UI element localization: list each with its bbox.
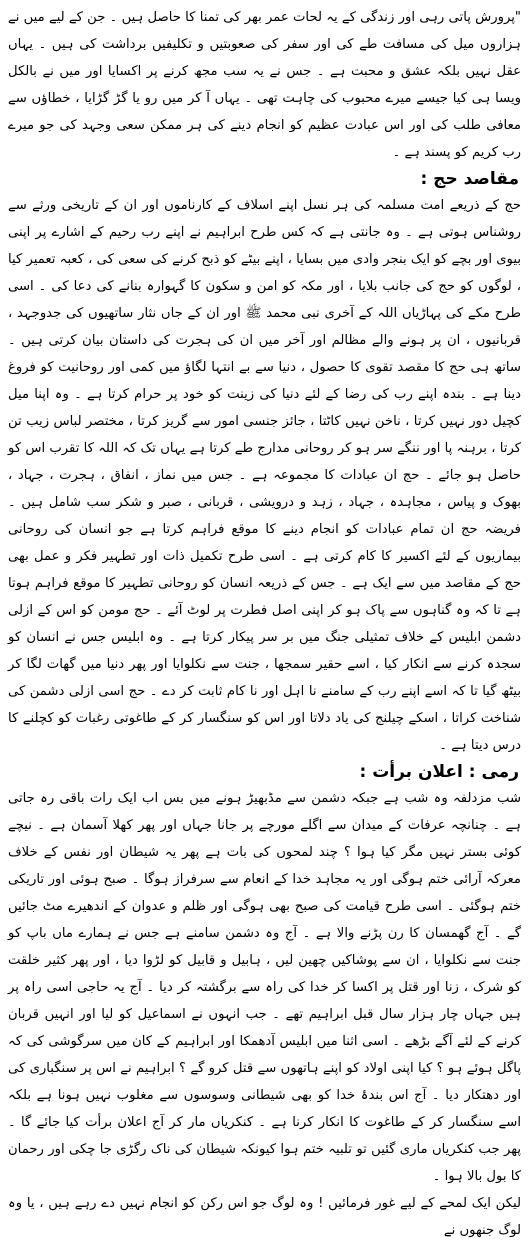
- rami-paragraph: شب مزدلفہ وہ شب ہے جبکہ دشمن سے مڈبھیڑ ہونے میں بس اب ایک رات باقی رہ جاتی ہے ۔ چنانچہ عرفات کے میدان سے اگلے مورچے پر جانا جہاں اور پھر کھلا آسمان ہے ۔ نیچے کوئی بستر نہیں مگر کیا ہوا ؟ چند لمحوں کی بات ہے پھر یہ شیطان اور نفس کے خلاف معرکہ آرائی ختم ہوگی اور یہ مجاہد خدا کے انعام سے سرفراز ہوگا ۔ صبح ہوئی اور تاریکی ختم ہوگئی ۔ اسی طرح قیامت کی صبح بھی ہوگی اور ظلم و عدوان کے اندھیرے مٹ جائیں گے ۔ آج گھمسان کا رن پڑنے والا ہے ۔ آج وہ دشمن سامنے ہے جس نے ہمارے ماں باپ کو جنت سے نکلوایا ، ان سے پوشاکیں چھین لیں ، ہابیل و قابیل کو لڑوا دیا ، اور پھر کثیر خلقت کو شرک ، زنا اور قتل پر اکسا کر خدا کی راہ سے برگشتہ کر دیا ۔ آج یہ حاجی اسی راہ پر ہیں جہاں چار ہزار سال قبل ابراہیم تھے ۔ جب انہوں نے اسماعیل کو لیا اور انہیں قربان کرنے کے لئے آگے بڑھے ۔ اسی اثنا میں ابلیس آدھمکا اور ابراہیم کے کان میں سرگوشی کی کہ پاگل ہوئے ہو ؟ کیا اپنی اولاد کو اپنے ہاتھوں سے قتل کرو گے ؟ ابراہیم نے اس پر سنگباری کی اور دھتکار دیا ۔ آج اس بندۂ خدا کو بھی شیطانی وسوسوں سے مغلوب نہیں ہونا ہے بلکہ اسے سنگسار کر کے طاغوت کا انکار کرنا ہے ۔ کنکریاں مار کر آج اعلان برأت کیا جائے گا ۔ پھر جب کنکریاں ماری گئیں تو تلبیہ ختم ہوا کیونکہ شیطان کی ناک رگڑی جا چکی اور رحمان کا بول بالا ہوا ۔: [8, 791, 521, 1184]
- section-heading-rami: رمی : اعلان برأت :: [359, 762, 519, 782]
- hajj-objectives-paragraph: حج کے ذریعے امت مسلمہ کی ہر نسل اپنے اسلاف کے کارناموں اور ان کے تاریخی ورثے سے روشناس ہوتی ہے ۔ وہ جانتی ہے کہ کس طرح ابراہیم نے اپنے رب رحیم کے اشارے پر اپنی بیوی اور بچے کو ایک بنجر وادی میں بسایا ، اپنے بیٹے کو ذبح کرنے کی سعی کی ، کعبہ تعمیر کیا ، لوگوں کو حج کی جانب بلایا ، اور مکہ کو امن و سکون کا گہوارہ بنانے کی دعا کی ۔ اسی طرح مکے کی پہاڑیاں اللہ کے آخری نبی محمد ﷺ اور ان کے جاں نثار ساتھیوں کی جدوجہد ، قربانیوں ، ان پر ہونے والے مظالم اور آخر میں ان کی ہجرت کی داستان بیان کرتی ہیں ۔ ساتھ ہی حج کا مقصد تقوی کا حصول ، دنیا سے بے انتہا لگاؤ میں کمی اور روحانیت کو فروغ دینا ہے ۔ بندہ اپنے رب کی رضا کے لئے دنیا کی زینت کو خود پر حرام کرتا ہے ۔ وہ اپنا میل کچیل دور نہیں کرتا ، ناخن نہیں کاٹتا ، جائز جنسی امور سے گریز کرتا ، مختصر لباس زیب تن کرتا ، برہنہ پا اور ننگے سر ہو کر روحانی مدارج طے کرتا ہے یہاں تک کہ اللہ کا تقرب اس کو حاصل ہو جائے ۔ حج ان عبادات کا مجموعہ ہے ۔ جس میں نماز ، انفاق ، ہجرت ، جہاد ، بھوک و پیاس ، مجاہدہ ، جہاد ، زہد و درویشی ، قربانی ، صبر و شکر سب شامل ہیں ۔ فریضہ حج ان تمام عبادات کو انجام دینے کا موقع فراہم کرتا ہے جو انسان کی روحانی بیماریوں کے لئے اکسیر کا کام کرتی ہے ۔ اسی طرح تکمیل ذات اور تطہیر فکر و عمل بھی حج کے مقاصد میں سے ایک ہے ۔ جس کے ذریعہ انسان کو روحانی تطہیر کا موقع فراہم ہوتا ہے تا کہ وہ گناہوں سے پاک ہو کر اپنی اصل فطرت پر لوٹ آئے ۔ حج مومن کو اس کے ازلی دشمن ابلیس کے خلاف تمثیلی جنگ میں بر سر پیکار کرتا ہے ۔ وہ ابلیس جس نے انسان کو سجدہ کرنے سے انکار کیا ، اسے حقیر سمجھا ، جنت سے نکلوایا اور پھر دنیا میں گھات لگا کر بیٹھ گیا تا کہ اسے اپنے رب کے سامنے نا اہل اور نا کام ثابت کر دے ۔ حج اسی ازلی دشمن کی شناخت کراتا ، اسکے چیلنج کی یاد دلاتا اور اس کو سنگسار کر کے طاغوتی رغبات کو کچلنے کا درس دیتا ہے ۔: [8, 198, 521, 753]
- closing-paragraph: لیکن ایک لمحے کے لیے غور فرمائیں ! وہ لوگ جو اس رکن کو انجام نہیں دے رہے ہیں ، یا وہ لوگ جنھوں نے: [8, 1196, 521, 1238]
- section-heading-hajj-objectives: مقاصد حج :: [420, 169, 519, 189]
- intro-paragraph: "پرورش پاتی رہی اور زندگی کے یہ لحات عمر بھر کی تمنا کا حاصل ہیں ۔ جن کے لیے میں نے ہزاروں میل کی مسافت طے کی اور سفر کی صعوبتیں و تکلیفیں برداشت کی ہیں ۔ یہاں عقل نہیں بلکہ عشق و محبت ہے ۔ جس نے یہ سب مجھ کرنے پر اکسایا اور میں نے بالکل ویسا ہی کیا جیسے میرے محبوب کی چاہت تھی ۔ یہاں آ کر میں رو یا گڑ گڑایا ، خطاؤں سے معافی طلب کی اور اس عبادت عظیم کو انجام دینے کی ہر ممکن سعی وجہد کی جو میرے رب کریم کو پسند ہے ۔: [8, 10, 521, 160]
